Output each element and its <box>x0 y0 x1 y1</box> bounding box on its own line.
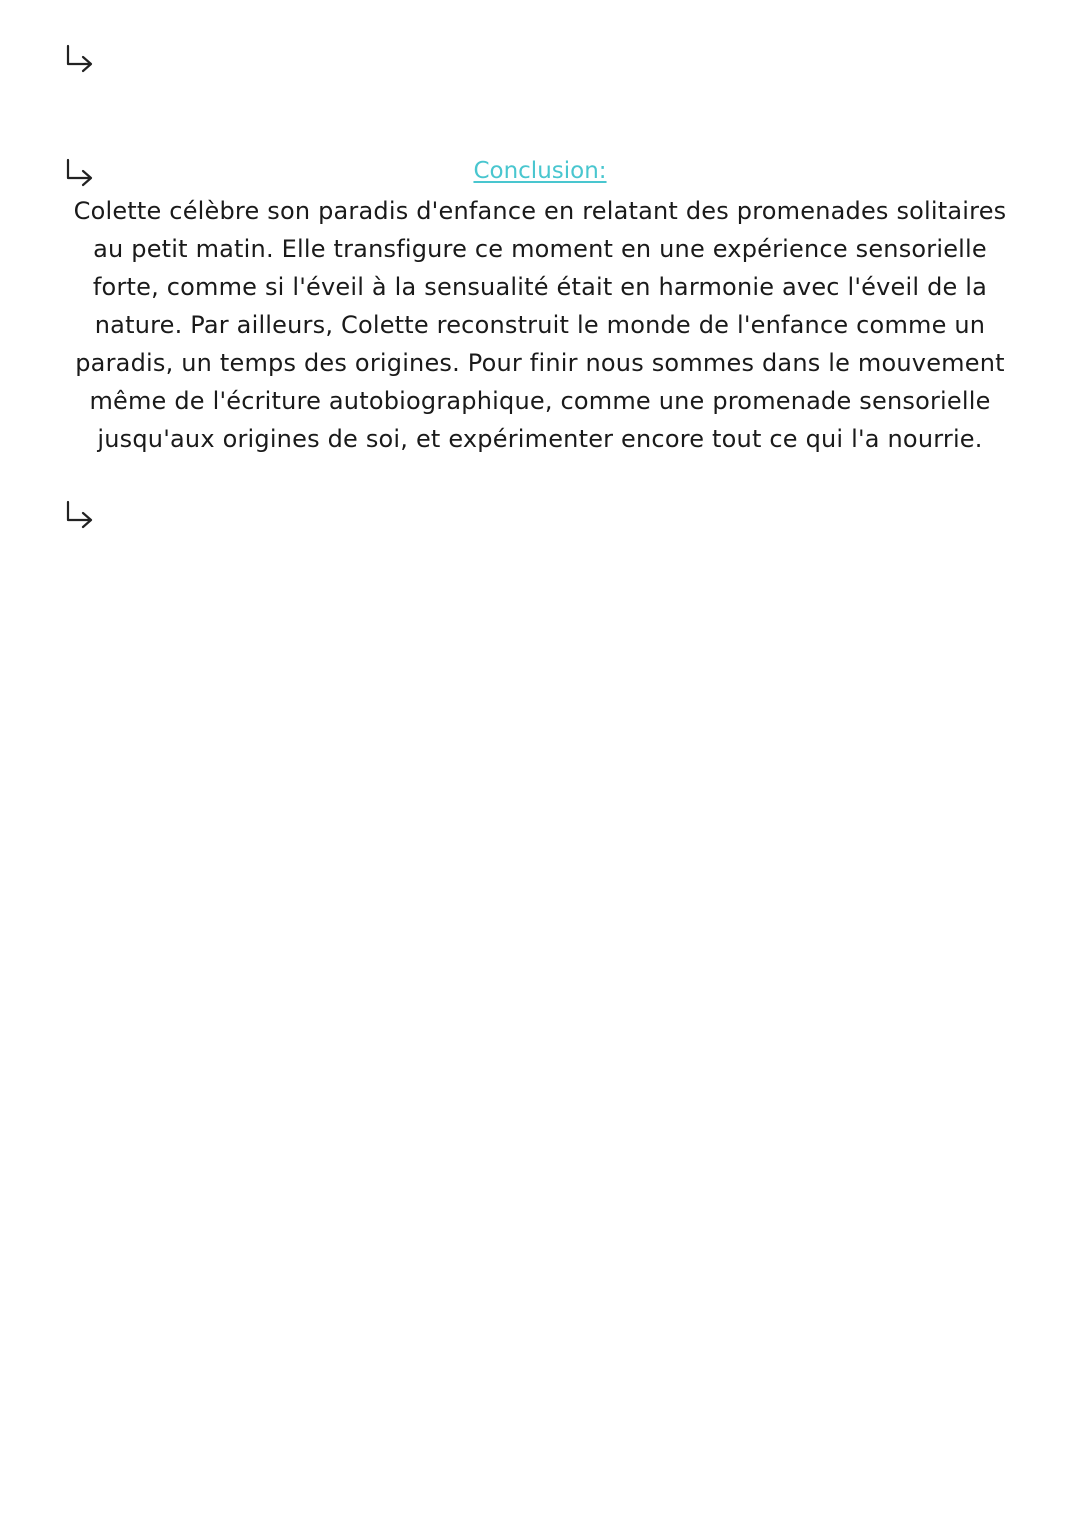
paragraph-line: paradis, un temps des origines. Pour finir nous sommes dans le mouvement <box>75 349 1005 377</box>
hooked-arrow-icon <box>60 498 100 534</box>
paragraph-line: jusqu'aux origines de soi, et expérimenter encore tout ce qui l'a nourrie. <box>97 425 983 453</box>
conclusion-heading: Conclusion: <box>473 158 607 184</box>
paragraph-line: nature. Par ailleurs, Colette reconstruit le monde de l'enfance comme un <box>94 311 986 339</box>
paragraph-line: forte, comme si l'éveil à la sensualité était en harmonie avec l'éveil de la <box>92 273 988 301</box>
hooked-arrow-icon <box>60 42 100 78</box>
conclusion-paragraph <box>50 192 1030 458</box>
paragraph-line: au petit matin. Elle transfigure ce moment en une expérience sensorielle <box>93 235 987 263</box>
paragraph-line: Colette célèbre son paradis d'enfance en relatant des promenades solitaires <box>73 197 1007 225</box>
paragraph-line: même de l'écriture autobiographique, comme une promenade sensorielle <box>89 387 991 415</box>
